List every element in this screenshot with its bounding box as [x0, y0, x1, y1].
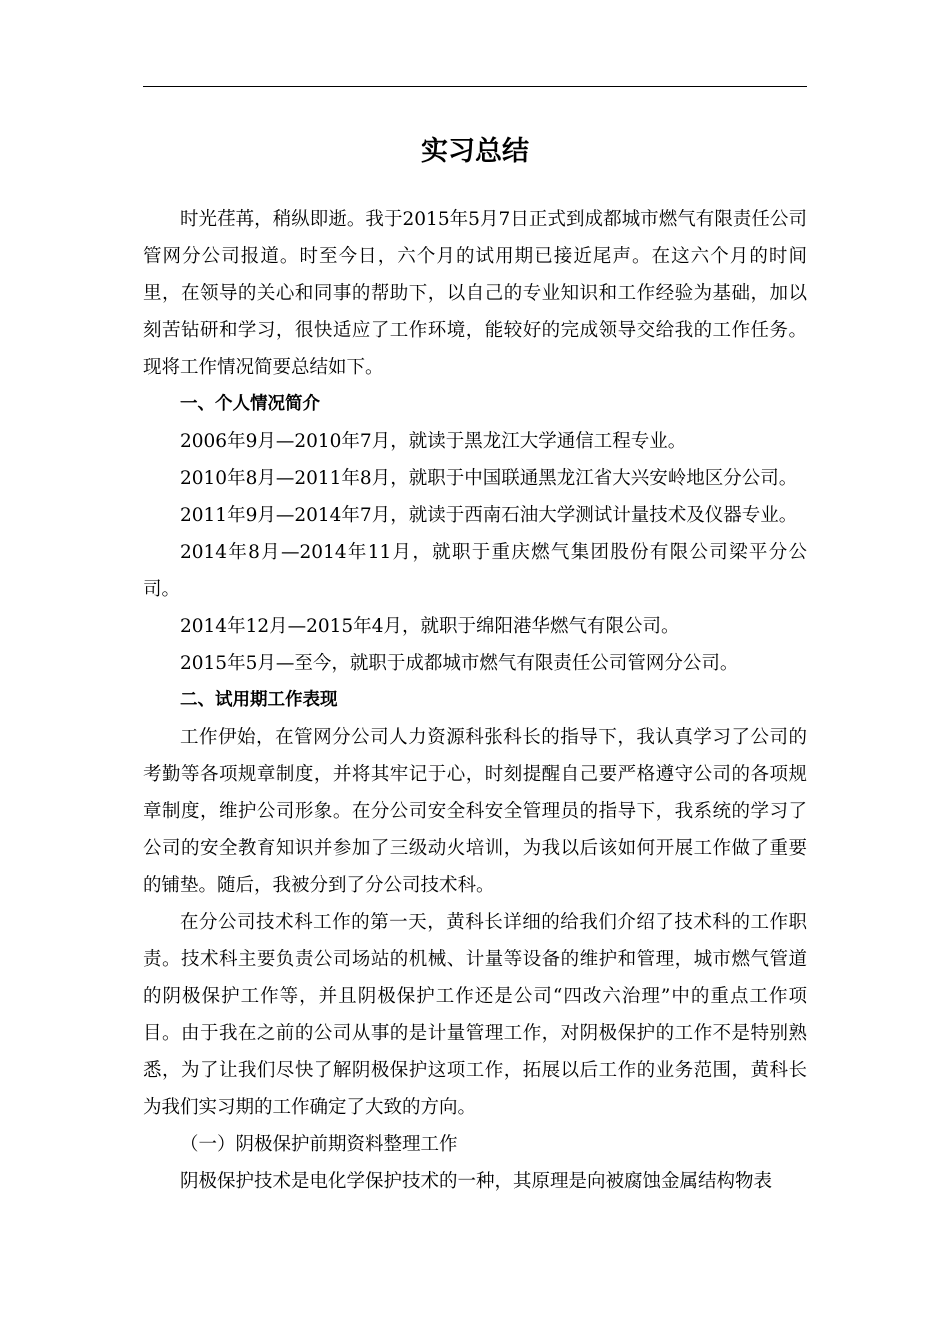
- cathodic-protection-paragraph: 阴极保护技术是电化学保护技术的一种，其原理是向被腐蚀金属结构物表: [180, 1171, 773, 1192]
- resume-item: 2010年8月—2011年8月，就职于中国联通黑龙江省大兴安岭地区分公司。: [180, 468, 798, 489]
- header-rule: [143, 86, 807, 87]
- resume-item: 2015年5月—至今，就职于成都城市燃气有限责任公司管网分公司。: [180, 653, 739, 674]
- performance-paragraph: 工作伊始，在管网分公司人力资源科张科长的指导下，我认真学习了公司的考勤等各项规章制度，并将其牢记于心，时刻提醒自己要严格遵守公司的各项规章制度，维护公司形象。在分公司安全科安全管理员的指导下，我系统的学习了公司的安全教育知识并参加了三级动火培训，为我以后该如何开展工作做了重要的铺垫。随后，我被分到了分公司技术科。: [143, 727, 807, 896]
- subsection-heading: （一）阴极保护前期资料整理工作: [180, 1134, 458, 1155]
- performance-paragraph: 在分公司技术科工作的第一天，黄科长详细的给我们介绍了技术科的工作职责。技术科主要负责公司场站的机械、计量等设备的维护和管理，城市燃气管道的阴极保护工作等，并且阴极保护工作还是公司“四改六治理”中的重点工作项目。由于我在之前的公司从事的是计量管理工作，对阴极保护的工作不是特别熟悉，为了让我们尽快了解阴极保护这项工作，拓展以后工作的业务范围，黄科长为我们实习期的工作确定了大致的方向。: [143, 912, 807, 1118]
- resume-item: 2011年9月—2014年7月，就读于西南石油大学测试计量技术及仪器专业。: [180, 505, 798, 526]
- section-heading-performance: 二、试用期工作表现: [180, 690, 338, 710]
- resume-item: 2014年8月—2014年11月，就职于重庆燃气集团股份有限公司梁平分公司。: [143, 542, 807, 600]
- resume-item: 2014年12月—2015年4月，就职于绵阳港华燃气有限公司。: [180, 616, 680, 637]
- intro-paragraph: 时光荏苒，稍纵即逝。我于2015年5月7日正式到成都城市燃气有限责任公司管网分公司报道。时至今日，六个月的试用期已接近尾声。在这六个月的时间里，在领导的关心和同事的帮助下，以自己的专业知识和工作经验为基础，加以刻苦钻研和学习，很快适应了工作环境，能较好的完成领导交给我的工作任务。现将工作情况简要总结如下。: [143, 209, 807, 378]
- resume-item: 2006年9月—2010年7月，就读于黑龙江大学通信工程专业。: [180, 431, 687, 452]
- document-body: [143, 201, 807, 1200]
- document-title: 实习总结: [421, 136, 529, 167]
- section-heading-personal: 一、个人情况简介: [180, 394, 320, 414]
